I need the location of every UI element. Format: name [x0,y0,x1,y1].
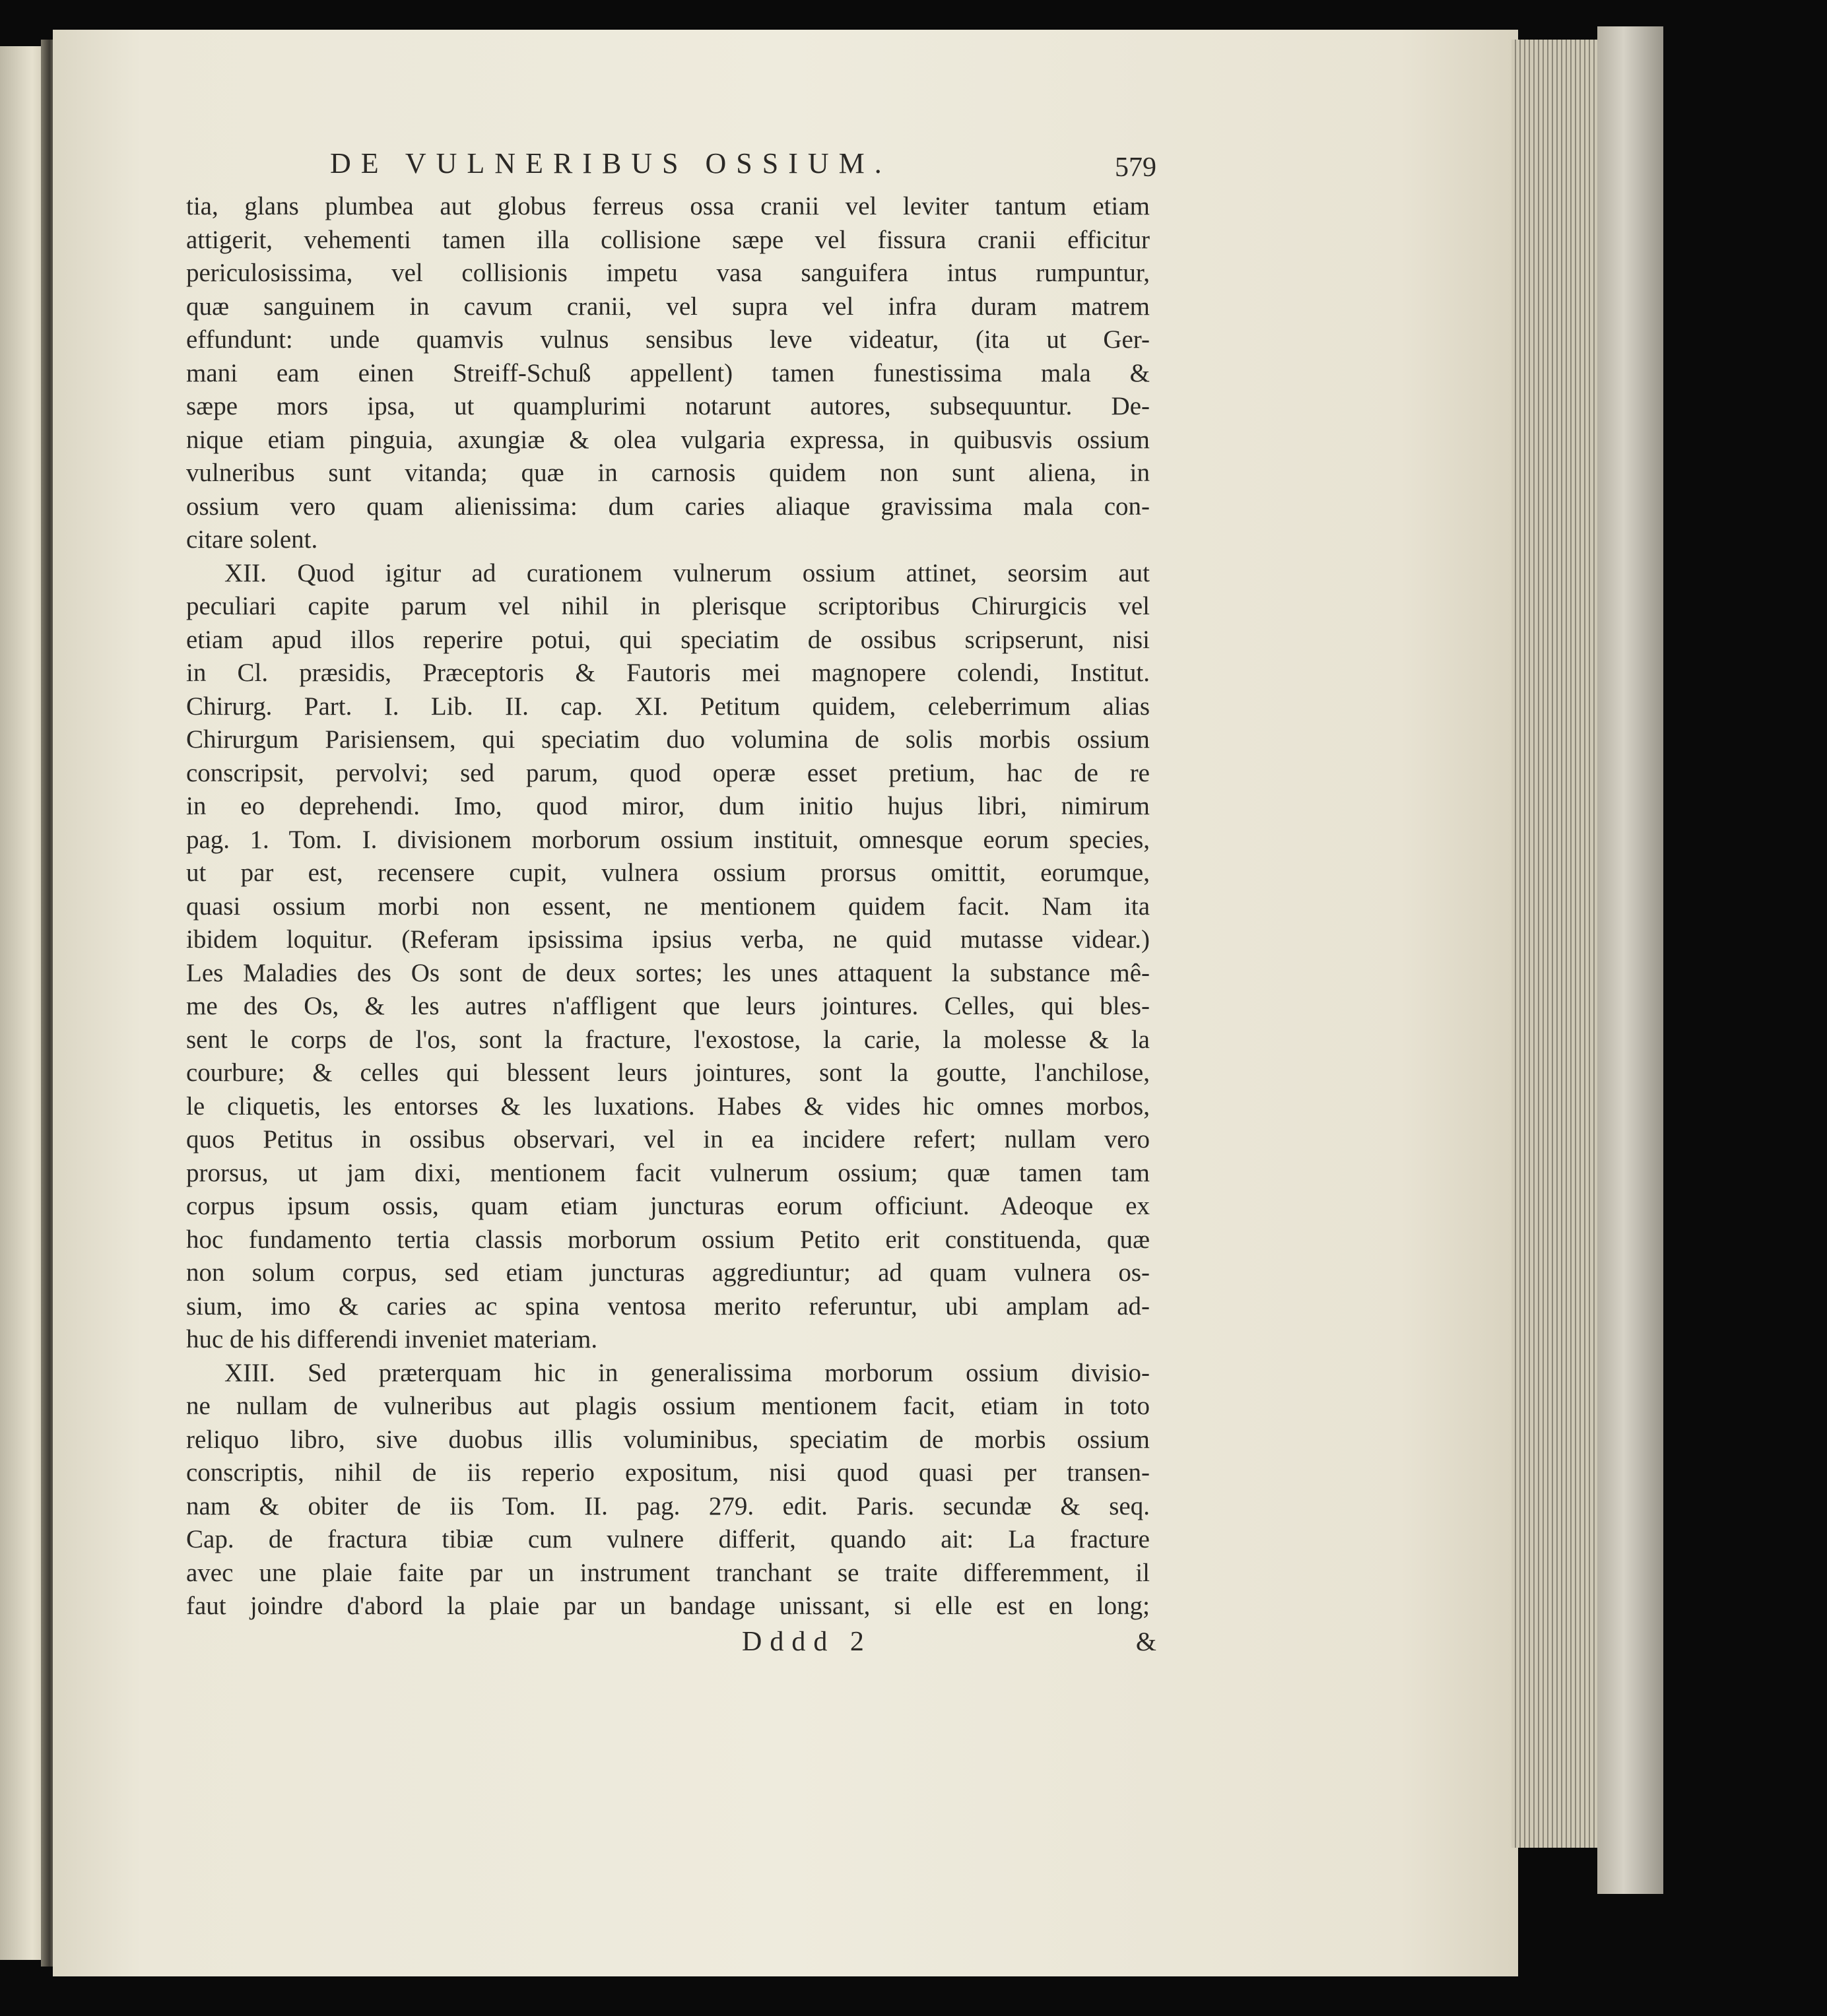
text-line: mani eam einen Streiff-Schuß appellent) tamen funestissima mala & [186,358,1150,387]
text-line: sium, imo & caries ac spina ventosa merito referuntur, ubi amplam ad- [186,1291,1150,1320]
text-line: in eo deprehendi. Imo, quod miror, dum initio hujus libri, nimirum [186,792,1150,820]
text-line: sæpe mors ipsa, ut quamplurimi notarunt autores, subsequuntur. De- [186,392,1150,420]
text-line: Chirurg. Part. I. Lib. II. cap. XI. Petitum quidem, celeberrimum alias [186,692,1150,721]
text-line: reliquo libro, sive duobus illis voluminibus, speciatim de morbis ossium [186,1425,1150,1454]
text-line: me des Os, & les autres n'affligent que leurs jointures. Celles, qui bles- [186,992,1150,1020]
text-line: huc de his differendi inveniet materiam. [186,1325,598,1353]
text-line: periculosissima, vel collisionis impetu vasa sanguifera intus rumpuntur, [186,259,1150,287]
text-line: Chirurgum Parisiensem, qui speciatim duo volumina de solis morbis ossium [186,725,1150,754]
text-line: quasi ossium morbi non essent, ne mentionem quidem facit. Nam ita [186,892,1150,921]
page-number: 579 [1115,152,1156,183]
text-line: nique etiam pinguia, axungiæ & olea vulgaria expressa, in quibusvis ossium [186,425,1150,454]
text-line: vulneribus sunt vitanda; quæ in carnosis quidem non sunt aliena, in [186,459,1150,487]
text-line: peculiari capite parum vel nihil in plerisque scriptoribus Chirurgicis vel [186,592,1150,620]
book-cover-edge [1597,26,1663,1894]
text-line: pag. 1. Tom. I. divisionem morborum ossium instituit, omnesque eorum species, [186,825,1150,854]
running-title: DE VULNERIBUS OSSIUM. [330,147,892,179]
signature-mark: Dddd 2 [742,1626,872,1657]
text-line: corpus ipsum ossis, quam etiam juncturas eorum officiunt. Adeoque ex [186,1192,1150,1220]
text-line: quæ sanguinem in cavum cranii, vel supra vel infra duram matrem [186,292,1150,321]
text-line: hoc fundamento tertia classis morborum ossium Petito erit constituenda, quæ [186,1225,1150,1254]
text-block [186,132,1156,1666]
text-line: sent le corps de l'os, sont la fracture, l'exostose, la carie, la molesse & la [186,1025,1150,1054]
footer [186,1626,1156,1666]
text-line: non solum corpus, sed etiam juncturas aggrediuntur; ad quam vulnera os- [186,1258,1150,1287]
body-text [186,190,1150,1623]
text-line: nam & obiter de iis Tom. II. pag. 279. edit. Paris. secundæ & seq. [186,1491,1150,1520]
text-line: le cliquetis, les entorses & les luxations. Habes & vides hic omnes morbos, [186,1091,1150,1121]
text-line: courbure; & celles qui blessent leurs jointures, sont la goutte, l'anchilose, [186,1058,1150,1087]
catchword: & [1135,1626,1156,1656]
text-line: ne nullam de vulneribus aut plagis ossium mentionem facit, etiam in toto [186,1392,1150,1420]
text-line: XIII. Sed præterquam hic in generalissima morborum ossium divisio- [224,1358,1150,1387]
running-head [186,132,1156,185]
text-line: attigerit, vehementi tamen illa collisione sæpe vel fissura cranii efficitur [186,225,1150,254]
text-line: quos Petitus in ossibus observari, vel in ea incidere refert; nullam vero [186,1125,1150,1154]
text-line: etiam apud illos reperire potui, qui speciatim de ossibus scripserunt, nisi [186,625,1150,654]
text-line: XII. Quod igitur ad curationem vulnerum ossium attinet, seorsim aut [224,558,1150,587]
text-line: ut par est, recensere cupit, vulnera ossium prorsus omittit, eorumque, [186,859,1150,887]
text-line: Les Maladies des Os sont de deux sortes; les unes attaquent la substance mê- [186,958,1150,987]
text-line: conscripsit, pervolvi; sed parum, quod operæ esset pretium, hac de re [186,758,1150,787]
text-line: ibidem loquitur. (Referam ipsissima ipsius verba, ne quid mutasse videar.) [186,925,1150,954]
text-line: conscriptis, nihil de iis reperio expositum, nisi quod quasi per transen- [186,1458,1150,1487]
text-line: tia, glans plumbea aut globus ferreus ossa cranii vel leviter tantum etiam [186,192,1150,220]
page-stack-edges [1511,40,1604,1848]
text-line: Cap. de fractura tibiæ cum vulnere differit, quando ait: La fracture [186,1525,1150,1553]
text-line: prorsus, ut jam dixi, mentionem facit vulnerum ossium; quæ tamen tam [186,1158,1150,1187]
text-line: citare solent. [186,525,318,554]
left-page-edge [0,46,46,1960]
text-line: effundunt: unde quamvis vulnus sensibus leve videatur, (ita ut Ger- [186,325,1150,354]
text-line: faut joindre d'abord la plaie par un bandage unissant, si elle est en long; [186,1592,1150,1620]
text-line: avec une plaie faite par un instrument tranchant se traite differemment, il [186,1558,1150,1587]
text-line: in Cl. præsidis, Præceptoris & Fautoris mei magnopere colendi, Institut. [186,659,1150,687]
text-line: ossium vero quam alienissima: dum caries aliaque gravissima mala con- [186,492,1150,521]
